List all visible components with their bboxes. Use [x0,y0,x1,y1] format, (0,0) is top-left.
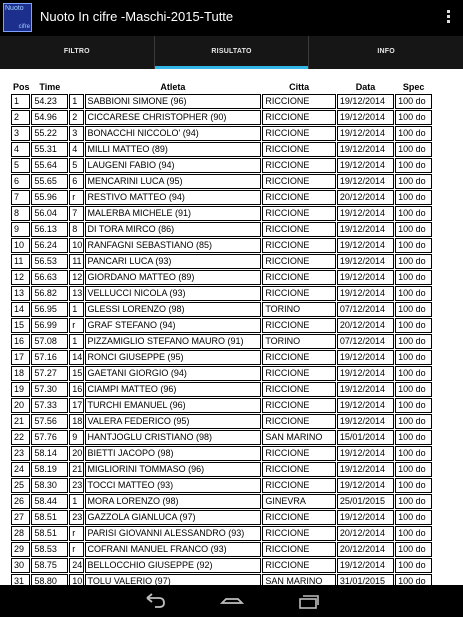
table-row[interactable] [11,510,432,525]
cell-atleta: HANTJOGLU CRISTIANO (98) [85,430,262,445]
cell-data: 20/12/2014 [337,526,394,541]
table-row[interactable] [11,526,432,541]
cell-rank: 9 [69,430,83,445]
cell-time: 54.23 [31,94,68,109]
cell-rank: r [69,542,83,557]
cell-time: 56.24 [31,238,68,253]
cell-time: 55.22 [31,126,68,141]
cell-spec: 100 do [395,318,432,333]
cell-spec: 100 do [395,558,432,573]
cell-spec: 100 do [395,334,432,349]
cell-atleta: BELLOCCHIO GIUSEPPE (92) [85,558,262,573]
cell-data: 19/12/2014 [337,446,394,461]
cell-atleta: RANFAGNI SEBASTIANO (85) [85,238,262,253]
cell-pos: 24 [11,462,30,477]
cell-time: 58.19 [31,462,68,477]
cell-data: 19/12/2014 [337,414,394,429]
cell-time: 58.75 [31,558,68,573]
cell-atleta: GAZZOLA GIANLUCA (97) [85,510,262,525]
table-row[interactable] [11,350,432,365]
cell-spec: 100 do [395,574,432,585]
cell-data: 19/12/2014 [337,270,394,285]
cell-citta: RICCIONE [262,158,336,173]
cell-rank: 13 [69,286,83,301]
cell-atleta: BONACCHI NICCOLO' (94) [85,126,262,141]
cell-data: 19/12/2014 [337,462,394,477]
cell-rank: 15 [69,366,83,381]
cell-time: 58.51 [31,510,68,525]
cell-rank: 8 [69,222,83,237]
cell-data: 19/12/2014 [337,206,394,221]
cell-citta: RICCIONE [262,350,336,365]
tab-info[interactable]: INFO [377,48,395,55]
cell-rank: 17 [69,398,83,413]
cell-spec: 100 do [395,238,432,253]
cell-time: 56.95 [31,302,68,317]
cell-time: 57.27 [31,366,68,381]
cell-time: 57.56 [31,414,68,429]
table-row[interactable] [11,414,432,429]
cell-pos: 27 [11,510,30,525]
cell-citta: RICCIONE [262,318,336,333]
cell-citta: RICCIONE [262,110,336,125]
table-row[interactable] [11,110,432,125]
cell-data: 20/12/2014 [337,318,394,333]
cell-data: 19/12/2014 [337,558,394,573]
cell-spec: 100 do [395,126,432,141]
cell-citta: RICCIONE [262,366,336,381]
cell-data: 15/01/2014 [337,430,394,445]
cell-spec: 100 do [395,526,432,541]
cell-data: 19/12/2014 [337,110,394,125]
cell-atleta: SABBIONI SIMONE (96) [85,94,262,109]
cell-rank: 21 [69,462,83,477]
cell-pos: 18 [11,366,30,381]
cell-citta: RICCIONE [262,190,336,205]
results-table [10,79,433,585]
cell-rank: 23 [69,478,83,493]
cell-citta: RICCIONE [262,126,336,141]
cell-citta: RICCIONE [262,510,336,525]
cell-atleta: PARISI GIOVANNI ALESSANDRO (93) [85,526,262,541]
header-rank [69,80,83,93]
cell-pos: 19 [11,382,30,397]
cell-time: 58.53 [31,542,68,557]
cell-rank: 12 [69,270,83,285]
cell-atleta: DI TORA MIRCO (86) [85,222,262,237]
cell-pos: 5 [11,158,30,173]
cell-spec: 100 do [395,174,432,189]
cell-atleta: GLESSI LORENZO (98) [85,302,262,317]
cell-citta: RICCIONE [262,94,336,109]
cell-citta: RICCIONE [262,222,336,237]
cell-rank: 1 [69,94,83,109]
cell-rank: 7 [69,206,83,221]
table-row[interactable] [11,142,432,157]
cell-data: 19/12/2014 [337,94,394,109]
cell-spec: 100 do [395,478,432,493]
cell-rank: 24 [69,558,83,573]
cell-pos: 9 [11,222,30,237]
cell-time: 56.82 [31,286,68,301]
cell-data: 19/12/2014 [337,366,394,381]
cell-time: 56.53 [31,254,68,269]
cell-time: 55.31 [31,142,68,157]
cell-pos: 11 [11,254,30,269]
cell-time: 58.80 [31,574,68,585]
cell-citta: RICCIONE [262,206,336,221]
cell-citta: RICCIONE [262,238,336,253]
cell-spec: 100 do [395,366,432,381]
cell-atleta: RONCI GIUSEPPE (95) [85,350,262,365]
cell-time: 57.33 [31,398,68,413]
table-row[interactable] [11,206,432,221]
cell-spec: 100 do [395,414,432,429]
header-time: Time [39,81,61,92]
cell-atleta: BIETTI JACOPO (98) [85,446,262,461]
cell-rank: 20 [69,446,83,461]
table-row[interactable] [11,382,432,397]
cell-data: 31/01/2015 [337,574,394,585]
cell-time: 57.16 [31,350,68,365]
header-data: Data [355,81,376,92]
cell-pos: 23 [11,446,30,461]
cell-citta: RICCIONE [262,286,336,301]
cell-spec: 100 do [395,158,432,173]
cell-spec: 100 do [395,94,432,109]
cell-pos: 20 [11,398,30,413]
cell-rank: 10 [69,238,83,253]
cell-pos: 6 [11,174,30,189]
cell-data: 20/12/2014 [337,542,394,557]
cell-citta: RICCIONE [262,558,336,573]
cell-data: 19/12/2014 [337,254,394,269]
cell-data: 19/12/2014 [337,478,394,493]
cell-spec: 100 do [395,110,432,125]
cell-spec: 100 do [395,542,432,557]
cell-data: 19/12/2014 [337,142,394,157]
cell-spec: 100 do [395,142,432,157]
cell-citta: SAN MARINO [262,574,336,585]
cell-spec: 100 do [395,206,432,221]
cell-rank: 23 [69,510,83,525]
cell-spec: 100 do [395,222,432,237]
cell-atleta: CICCARESE CHRISTOPHER (90) [85,110,262,125]
cell-spec: 100 do [395,430,432,445]
table-row[interactable] [11,430,432,445]
cell-rank: 16 [69,382,83,397]
table-row[interactable] [11,318,432,333]
cell-rank: 2 [69,110,83,125]
table-row[interactable] [11,174,432,189]
cell-rank: 1 [69,334,83,349]
cell-citta: GINEVRA [262,494,336,509]
cell-time: 56.04 [31,206,68,221]
cell-pos: 12 [11,270,30,285]
cell-pos: 29 [11,542,30,557]
header-spec: Spec [402,81,425,92]
cell-atleta: MALERBA MICHELE (91) [85,206,262,221]
cell-citta: TORINO [262,334,336,349]
cell-pos: 1 [11,94,30,109]
cell-time: 57.30 [31,382,68,397]
cell-spec: 100 do [395,510,432,525]
cell-atleta: MIGLIORINI TOMMASO (96) [85,462,262,477]
cell-atleta: MILLI MATTEO (89) [85,142,262,157]
home-icon[interactable] [220,591,244,611]
cell-citta: RICCIONE [262,398,336,413]
cell-time: 58.14 [31,446,68,461]
cell-rank: 6 [69,174,83,189]
app-logo-text-2: cifre [18,24,30,30]
cell-spec: 100 do [395,382,432,397]
cell-rank: 5 [69,158,83,173]
cell-citta: SAN MARINO [262,430,336,445]
cell-spec: 100 do [395,302,432,317]
cell-citta: RICCIONE [262,414,336,429]
tab-risultato[interactable]: RISULTATO [155,36,310,69]
cell-citta: RICCIONE [262,478,336,493]
table-row[interactable] [11,238,432,253]
cell-atleta: MORA LORENZO (98) [85,494,262,509]
table-row[interactable] [11,542,432,557]
cell-spec: 100 do [395,462,432,477]
cell-spec: 100 do [395,254,432,269]
cell-pos: 16 [11,334,30,349]
cell-pos: 21 [11,414,30,429]
cell-pos: 25 [11,478,30,493]
header-atleta: Atleta [160,81,186,92]
back-icon[interactable] [143,591,167,611]
cell-atleta: TOLU VALERIO (97) [85,574,262,585]
cell-rank: 10 [69,574,83,585]
app-logo-text: Nuoto [5,5,24,12]
table-row[interactable] [11,462,432,477]
cell-atleta: VALERA FEDERICO (95) [85,414,262,429]
cell-atleta: GIORDANO MATTEO (89) [85,270,262,285]
cell-citta: RICCIONE [262,270,336,285]
table-row[interactable] [11,126,432,141]
cell-time: 54.96 [31,110,68,125]
cell-atleta: PIZZAMIGLIO STEFANO MAURO (91) [85,334,262,349]
cell-citta: RICCIONE [262,142,336,157]
cell-time: 55.65 [31,174,68,189]
table-row[interactable] [11,366,432,381]
table-row[interactable] [11,158,432,173]
header-citta: Citta [289,81,310,92]
tab-bar [0,36,463,69]
cell-pos: 7 [11,190,30,205]
cell-time: 58.44 [31,494,68,509]
table-row[interactable] [11,478,432,493]
cell-data: 19/12/2014 [337,126,394,141]
cell-spec: 100 do [395,494,432,509]
cell-rank: 18 [69,414,83,429]
table-row[interactable] [11,446,432,461]
cell-citta: RICCIONE [262,462,336,477]
cell-atleta: VELLUCCI NICOLA (93) [85,286,262,301]
cell-spec: 100 do [395,270,432,285]
cell-spec: 100 do [395,286,432,301]
cell-citta: RICCIONE [262,382,336,397]
cell-pos: 13 [11,286,30,301]
cell-pos: 15 [11,318,30,333]
cell-pos: 28 [11,526,30,541]
cell-data: 19/12/2014 [337,382,394,397]
cell-data: 19/12/2014 [337,398,394,413]
cell-time: 58.51 [31,526,68,541]
table-row[interactable] [11,574,432,585]
cell-atleta: RESTIVO MATTEO (94) [85,190,262,205]
cell-pos: 2 [11,110,30,125]
cell-atleta: LAUGENI FABIO (94) [85,158,262,173]
cell-citta: RICCIONE [262,254,336,269]
cell-data: 20/12/2014 [337,190,394,205]
table-header-row [11,80,432,93]
cell-pos: 14 [11,302,30,317]
cell-data: 19/12/2014 [337,174,394,189]
cell-pos: 4 [11,142,30,157]
cell-data: 25/01/2015 [337,494,394,509]
cell-atleta: TOCCI MATTEO (93) [85,478,262,493]
cell-spec: 100 do [395,446,432,461]
cell-time: 55.96 [31,190,68,205]
cell-pos: 30 [11,558,30,573]
cell-atleta: PANCARI LUCA (93) [85,254,262,269]
cell-data: 19/12/2014 [337,350,394,365]
cell-pos: 8 [11,206,30,221]
cell-time: 56.63 [31,270,68,285]
cell-data: 19/12/2014 [337,238,394,253]
cell-rank: r [69,526,83,541]
results-panel[interactable] [0,69,463,585]
table-row[interactable] [11,94,432,109]
table-row[interactable] [11,398,432,413]
cell-atleta: TURCHI EMANUEL (96) [85,398,262,413]
cell-atleta: COFRANI MANUEL FRANCO (93) [85,542,262,557]
table-row[interactable] [11,558,432,573]
navigation-bar [0,585,463,617]
cell-pos: 26 [11,494,30,509]
cell-data: 07/12/2014 [337,334,394,349]
cell-pos: 22 [11,430,30,445]
cell-rank: 14 [69,350,83,365]
cell-rank: 11 [69,254,83,269]
table-row[interactable] [11,334,432,349]
cell-time: 57.76 [31,430,68,445]
cell-atleta: CIAMPI MATTEO (96) [85,382,262,397]
cell-spec: 100 do [395,398,432,413]
cell-data: 19/12/2014 [337,222,394,237]
cell-rank: 3 [69,126,83,141]
cell-atleta: GAETANI GIORGIO (94) [85,366,262,381]
cell-time: 56.99 [31,318,68,333]
cell-citta: RICCIONE [262,526,336,541]
table-row[interactable] [11,222,432,237]
cell-time: 56.13 [31,222,68,237]
cell-time: 57.08 [31,334,68,349]
cell-rank: 1 [69,302,83,317]
title-bar [0,0,463,36]
cell-citta: TORINO [262,302,336,317]
cell-time: 55.64 [31,158,68,173]
header-pos: Pos [13,81,30,92]
table-row[interactable] [11,254,432,269]
table-row[interactable] [11,190,432,205]
cell-data: 19/12/2014 [337,510,394,525]
app-title: Nuoto In cifre -Maschi-2015-Tutte [40,9,234,24]
cell-data: 07/12/2014 [337,302,394,317]
tab-filtro[interactable]: FILTRO [0,36,155,69]
cell-pos: 17 [11,350,30,365]
cell-rank: r [69,318,83,333]
cell-data: 19/12/2014 [337,158,394,173]
cell-spec: 100 do [395,350,432,365]
cell-atleta: MENCARINI LUCA (95) [85,174,262,189]
cell-data: 19/12/2014 [337,286,394,301]
overflow-menu-icon[interactable] [445,10,451,26]
cell-citta: RICCIONE [262,174,336,189]
table-row[interactable] [11,286,432,301]
cell-atleta: GRAF STEFANO (94) [85,318,262,333]
cell-citta: RICCIONE [262,542,336,557]
cell-spec: 100 do [395,190,432,205]
cell-citta: RICCIONE [262,446,336,461]
cell-rank: r [69,190,83,205]
cell-pos: 10 [11,238,30,253]
cell-time: 58.30 [31,478,68,493]
cell-rank: 1 [69,494,83,509]
cell-pos: 31 [11,574,30,585]
table-row[interactable] [11,494,432,509]
cell-rank: 4 [69,142,83,157]
table-row[interactable] [11,302,432,317]
table-row[interactable] [11,270,432,285]
app-logo[interactable] [3,3,32,32]
recents-icon[interactable] [297,591,321,611]
cell-pos: 3 [11,126,30,141]
